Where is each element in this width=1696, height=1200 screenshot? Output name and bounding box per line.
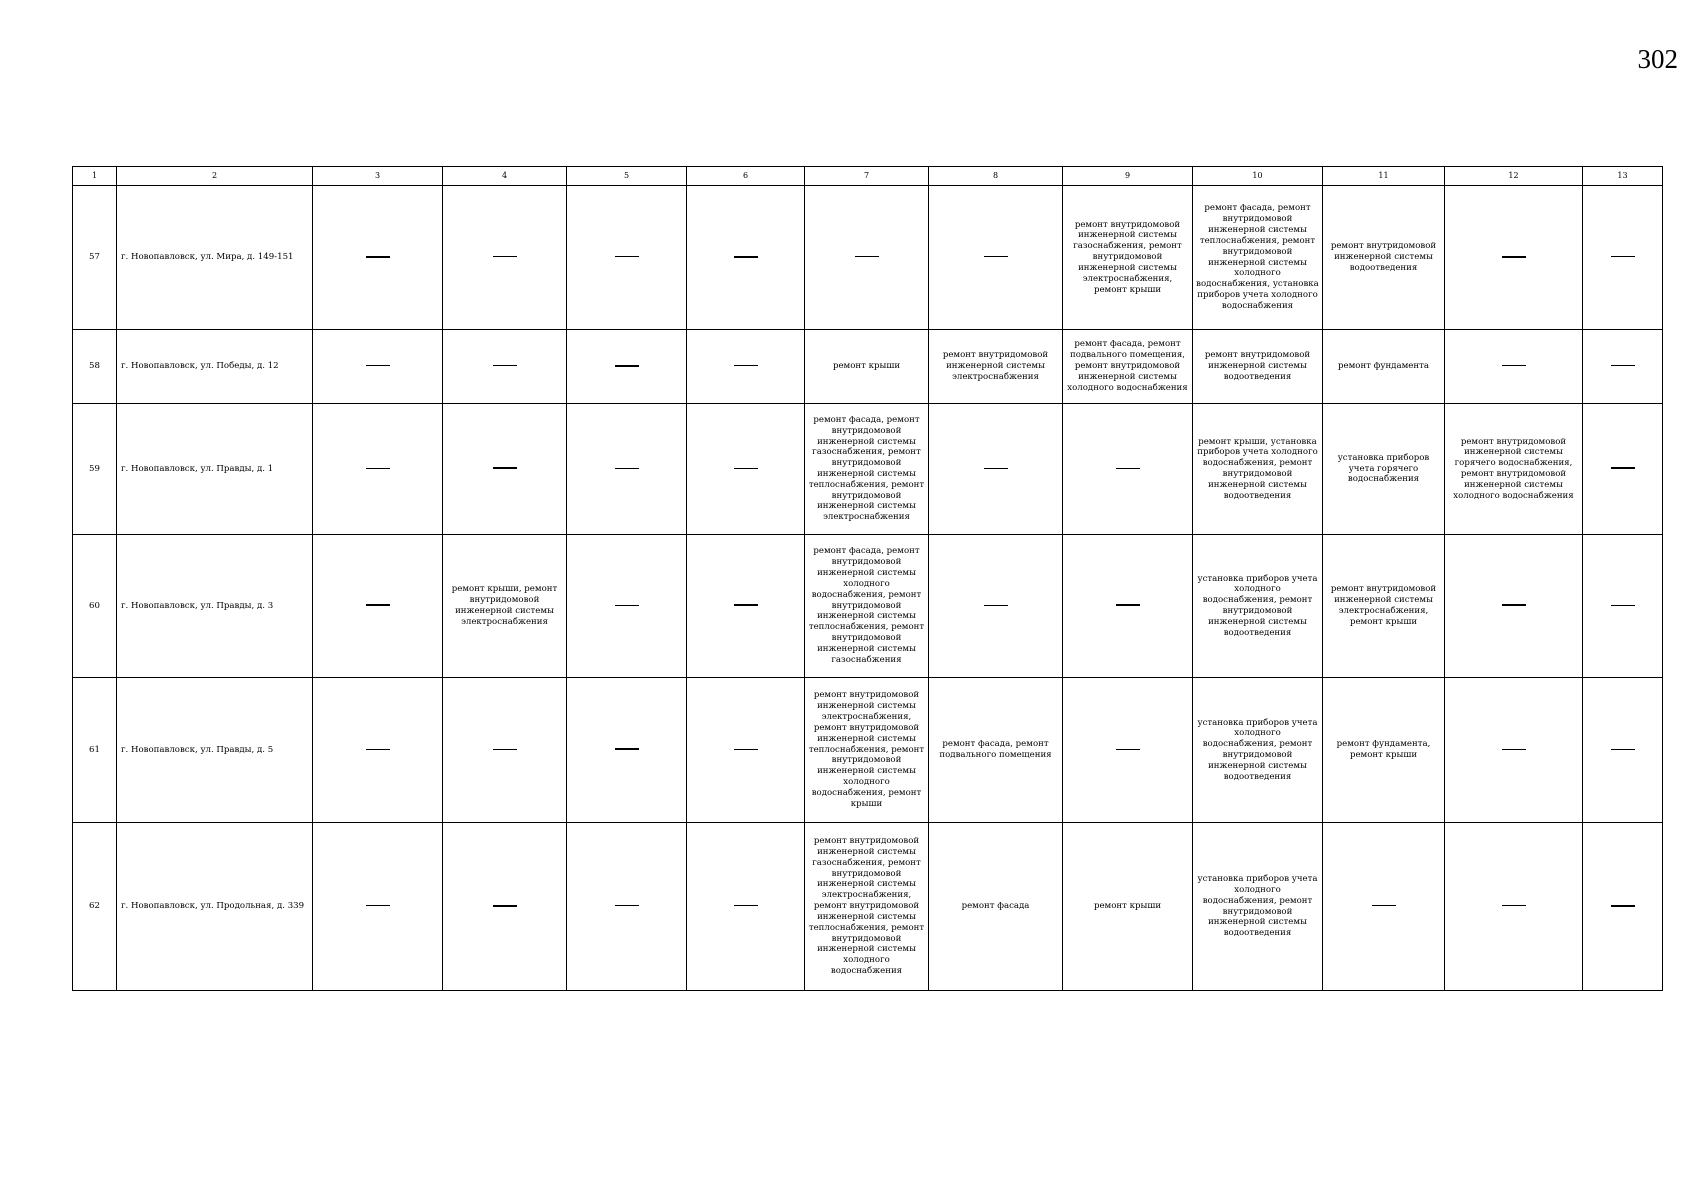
- empty-cell: [313, 404, 443, 535]
- dash-mark: [366, 365, 390, 366]
- work-type-cell: ремонт крыши, ремонт внутридомовой инженерной системы электроснабжения: [443, 535, 567, 678]
- empty-cell: [443, 823, 567, 991]
- empty-cell: [567, 330, 687, 404]
- work-type-cell: ремонт внутридомовой инженерной системы водоотведения: [1193, 330, 1323, 404]
- dash-mark: [734, 256, 758, 258]
- empty-cell: [687, 678, 805, 823]
- dash-mark: [366, 256, 390, 258]
- column-number: 8: [929, 167, 1063, 186]
- dash-mark: [1372, 905, 1396, 906]
- empty-cell: [443, 404, 567, 535]
- dash-mark: [493, 905, 517, 907]
- row-number: 59: [73, 404, 117, 535]
- work-type-cell: ремонт крыши, установка приборов учета холодного водоснабжения, ремонт внутридомовой инженерной системы водоотведения: [1193, 404, 1323, 535]
- dash-mark: [1502, 905, 1526, 906]
- work-type-cell: ремонт внутридомовой инженерной системы горячего водоснабжения, ремонт внутридомовой инженерной системы холодного водоснабжения: [1445, 404, 1583, 535]
- empty-cell: [1445, 330, 1583, 404]
- empty-cell: [1583, 535, 1663, 678]
- work-type-cell: ремонт внутридомовой инженерной системы водоотведения: [1323, 186, 1445, 330]
- row-number: 61: [73, 678, 117, 823]
- empty-cell: [1445, 535, 1583, 678]
- column-number: 5: [567, 167, 687, 186]
- dash-mark: [366, 905, 390, 906]
- empty-cell: [313, 823, 443, 991]
- empty-cell: [567, 404, 687, 535]
- address-cell: г. Новопавловск, ул. Правды, д. 5: [117, 678, 313, 823]
- empty-cell: [929, 186, 1063, 330]
- work-type-cell: ремонт фасада, ремонт внутридомовой инженерной системы холодного водоснабжения, ремонт внутридомовой инженерной системы теплоснабжения, ремонт внутридомовой инженерной системы газоснабжения: [805, 535, 929, 678]
- empty-cell: [929, 404, 1063, 535]
- work-type-cell: установка приборов учета горячего водоснабжения: [1323, 404, 1445, 535]
- dash-mark: [1611, 905, 1635, 907]
- work-type-cell: установка приборов учета холодного водоснабжения, ремонт внутридомовой инженерной системы водоотведения: [1193, 823, 1323, 991]
- work-type-cell: ремонт фасада, ремонт подвального помещения: [929, 678, 1063, 823]
- table-row: [73, 330, 1663, 404]
- work-type-cell: установка приборов учета холодного водоснабжения, ремонт внутридомовой инженерной системы водоотведения: [1193, 535, 1323, 678]
- work-type-cell: установка приборов учета холодного водоснабжения, ремонт внутридомовой инженерной системы водоотведения: [1193, 678, 1323, 823]
- dash-mark: [984, 468, 1008, 469]
- column-number: 13: [1583, 167, 1663, 186]
- empty-cell: [567, 535, 687, 678]
- column-number: 2: [117, 167, 313, 186]
- work-type-cell: ремонт фасада: [929, 823, 1063, 991]
- dash-mark: [1611, 365, 1635, 366]
- dash-mark: [734, 749, 758, 750]
- column-number: 10: [1193, 167, 1323, 186]
- empty-cell: [313, 535, 443, 678]
- empty-cell: [1583, 330, 1663, 404]
- table-row: [73, 535, 1663, 678]
- empty-cell: [929, 535, 1063, 678]
- column-number: 12: [1445, 167, 1583, 186]
- column-number: 7: [805, 167, 929, 186]
- table-row: [73, 404, 1663, 535]
- dash-mark: [1502, 604, 1526, 606]
- column-number-row: [73, 167, 1663, 186]
- dash-mark: [1502, 365, 1526, 366]
- column-number: 9: [1063, 167, 1193, 186]
- empty-cell: [1445, 823, 1583, 991]
- dash-mark: [1116, 749, 1140, 750]
- dash-mark: [615, 468, 639, 469]
- dash-mark: [1116, 604, 1140, 606]
- work-type-cell: ремонт внутридомовой инженерной системы газоснабжения, ремонт внутридомовой инженерной системы электроснабжения, ремонт крыши: [1063, 186, 1193, 330]
- dash-mark: [1611, 467, 1635, 469]
- dash-mark: [1611, 749, 1635, 750]
- empty-cell: [1323, 823, 1445, 991]
- row-number: 62: [73, 823, 117, 991]
- dash-mark: [1611, 605, 1635, 606]
- empty-cell: [443, 330, 567, 404]
- row-number: 58: [73, 330, 117, 404]
- empty-cell: [567, 823, 687, 991]
- dash-mark: [493, 365, 517, 366]
- empty-cell: [313, 678, 443, 823]
- dash-mark: [366, 468, 390, 469]
- page-number: 302: [1637, 44, 1678, 74]
- work-type-cell: ремонт внутридомовой инженерной системы электроснабжения, ремонт внутридомовой инженерной системы теплоснабжения, ремонт внутридомовой инженерной системы холодного водоснабжения, ремонт крыши: [805, 678, 929, 823]
- work-type-cell: ремонт фасада, ремонт внутридомовой инженерной системы газоснабжения, ремонт внутридомовой инженерной системы теплоснабжения, ремонт внутридомовой инженерной системы электроснабжения: [805, 404, 929, 535]
- work-type-cell: ремонт фасада, ремонт подвального помещения, ремонт внутридомовой инженерной системы холодного водоснабжения: [1063, 330, 1193, 404]
- row-number: 60: [73, 535, 117, 678]
- dash-mark: [615, 365, 639, 367]
- empty-cell: [313, 186, 443, 330]
- dash-mark: [1502, 256, 1526, 258]
- work-type-cell: ремонт фундамента, ремонт крыши: [1323, 678, 1445, 823]
- empty-cell: [1063, 535, 1193, 678]
- dash-mark: [615, 256, 639, 257]
- empty-cell: [1063, 404, 1193, 535]
- empty-cell: [567, 678, 687, 823]
- dash-mark: [734, 905, 758, 906]
- address-cell: г. Новопавловск, ул. Победы, д. 12: [117, 330, 313, 404]
- dash-mark: [366, 604, 390, 606]
- empty-cell: [687, 404, 805, 535]
- column-number: 6: [687, 167, 805, 186]
- empty-cell: [1445, 186, 1583, 330]
- dash-mark: [734, 365, 758, 366]
- dash-mark: [984, 605, 1008, 606]
- empty-cell: [805, 186, 929, 330]
- address-cell: г. Новопавловск, ул. Продольная, д. 339: [117, 823, 313, 991]
- dash-mark: [366, 749, 390, 750]
- dash-mark: [1502, 749, 1526, 750]
- work-type-cell: ремонт внутридомовой инженерной системы электроснабжения, ремонт крыши: [1323, 535, 1445, 678]
- table-row: [73, 823, 1663, 991]
- address-cell: г. Новопавловск, ул. Правды, д. 1: [117, 404, 313, 535]
- empty-cell: [1063, 678, 1193, 823]
- empty-cell: [1583, 678, 1663, 823]
- dash-mark: [734, 468, 758, 469]
- row-number: 57: [73, 186, 117, 330]
- empty-cell: [687, 535, 805, 678]
- column-number: 11: [1323, 167, 1445, 186]
- empty-cell: [443, 186, 567, 330]
- empty-cell: [313, 330, 443, 404]
- dash-mark: [615, 748, 639, 750]
- empty-cell: [1583, 186, 1663, 330]
- empty-cell: [687, 823, 805, 991]
- work-type-cell: ремонт внутридомовой инженерной системы электроснабжения: [929, 330, 1063, 404]
- work-type-cell: ремонт крыши: [1063, 823, 1193, 991]
- dash-mark: [984, 256, 1008, 257]
- dash-mark: [493, 467, 517, 469]
- column-number: 4: [443, 167, 567, 186]
- empty-cell: [1583, 823, 1663, 991]
- empty-cell: [443, 678, 567, 823]
- work-type-cell: ремонт фундамента: [1323, 330, 1445, 404]
- empty-cell: [567, 186, 687, 330]
- empty-cell: [1445, 678, 1583, 823]
- work-type-cell: ремонт фасада, ремонт внутридомовой инженерной системы теплоснабжения, ремонт внутридомовой инженерной системы холодного водоснабжения, установка приборов учета холодного водоснабжения: [1193, 186, 1323, 330]
- table-row: [73, 186, 1663, 330]
- work-type-cell: ремонт внутридомовой инженерной системы газоснабжения, ремонт внутридомовой инженерной системы электроснабжения, ремонт внутридомовой инженерной системы теплоснабжения, ремонт внутридомовой инженерной системы холодного водоснабжения: [805, 823, 929, 991]
- work-type-cell: ремонт крыши: [805, 330, 929, 404]
- column-number: 1: [73, 167, 117, 186]
- column-number: 3: [313, 167, 443, 186]
- address-cell: г. Новопавловск, ул. Мира, д. 149-151: [117, 186, 313, 330]
- empty-cell: [687, 330, 805, 404]
- dash-mark: [1116, 468, 1140, 469]
- dash-mark: [615, 905, 639, 906]
- dash-mark: [734, 604, 758, 606]
- dash-mark: [615, 605, 639, 606]
- empty-cell: [687, 186, 805, 330]
- dash-mark: [1611, 256, 1635, 257]
- dash-mark: [855, 256, 879, 257]
- empty-cell: [1583, 404, 1663, 535]
- table-row: [73, 678, 1663, 823]
- dash-mark: [493, 256, 517, 257]
- address-cell: г. Новопавловск, ул. Правды, д. 3: [117, 535, 313, 678]
- repair-schedule-table: [72, 166, 1663, 991]
- dash-mark: [493, 749, 517, 750]
